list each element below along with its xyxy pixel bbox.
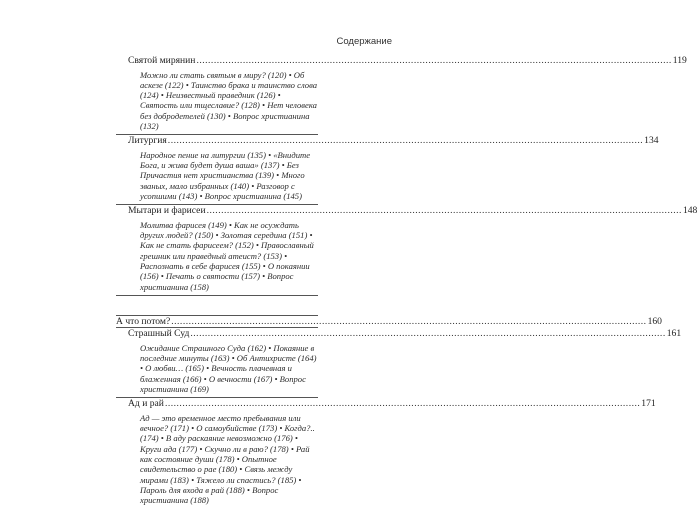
running-head: Содержание [336, 36, 392, 47]
leader-dots [171, 316, 646, 328]
toc-entry-title: Ад и рай [128, 398, 164, 410]
toc-subtopics: Ад — это временное место пребывания или вечное? (171) • О самоубийстве (173) • Когда?.. (174) • В аду раскаяние невозможно (176) • Круги ада (177) • Скучно ли в раю? (178) • Рай как состояние души (178) • Опытное свидетельство о рае (180) • Связь между мирами (183) • Тяжело ли спастись? (185) • Пароль для входа в рай (188) • Вопрос христианина (188) [140, 412, 315, 506]
table-of-contents [116, 55, 697, 506]
toc-entry-svyatoy-miryanin[interactable] [116, 55, 687, 67]
toc-subtopics: Ожидание Страшного Суда (162) • Покаяние в последние минуты (163) • Об Антихристе (164) • О любви… (165) • Вечность плачевная и блаженная (166) • О вечности (167) • Вопрос христианина (169) [140, 342, 317, 395]
toc-subtopics: Народное пение на литургии (135) • «Внидите Бога, и жива будет душа ваша» (137) • Без Причастия нет христианства (139) • Много званых, мало избранных (140) • Разговор с усопшими (143) • Вопрос христианина (145) [140, 149, 311, 201]
toc-entry-ad-i-ray[interactable] [116, 398, 656, 410]
leader-dots [207, 205, 682, 217]
toc-subtopics: Можно ли стать святым в миру? (120) • Об аскезе (122) • Таинство брака и таинство слова (124) • Неизвестный праведник (126) • Святость или тщеславие? (128) • Нет человека без добродетелей (130) • Вопрос христианина (132) [140, 69, 318, 131]
leader-dots [165, 398, 640, 410]
toc-entry-liturgiya[interactable] [116, 135, 659, 147]
toc-part-a-chto-potom[interactable] [116, 315, 662, 328]
toc-entry-title: Святой мирянин [128, 55, 196, 66]
toc-entry-title: Страшный Суд [128, 328, 190, 340]
toc-entry-page: 161 [666, 328, 682, 340]
toc-part-title: А что потом? [116, 315, 171, 327]
toc-part-page: 160 [647, 315, 662, 327]
toc-entry-page: 119 [672, 55, 687, 66]
leader-dots [196, 55, 671, 67]
toc-entry-strashny-sud[interactable] [116, 328, 682, 340]
toc-entry-page: 134 [644, 135, 659, 147]
leader-dots [168, 135, 643, 147]
leader-dots [190, 328, 665, 340]
toc-entry-page: 148 [682, 205, 697, 217]
toc-entry-mytari-i-farisei[interactable] [116, 205, 697, 217]
toc-entry-title: Литургия [128, 135, 167, 147]
toc-entry-title: Мытари и фарисеи [128, 205, 206, 217]
toc-entry-page: 171 [641, 398, 656, 410]
toc-subtopics: Молитва фарисея (149) • Как не осуждать других людей? (150) • Золотая середина (151) • Как не стать фарисеем? (152) • Православный грешник или праведный атеист? (153) • Распознать в себе фарисея (155) • О покаянии (156) • Печать о святости (157) • Вопрос христианина (158) [140, 219, 314, 292]
